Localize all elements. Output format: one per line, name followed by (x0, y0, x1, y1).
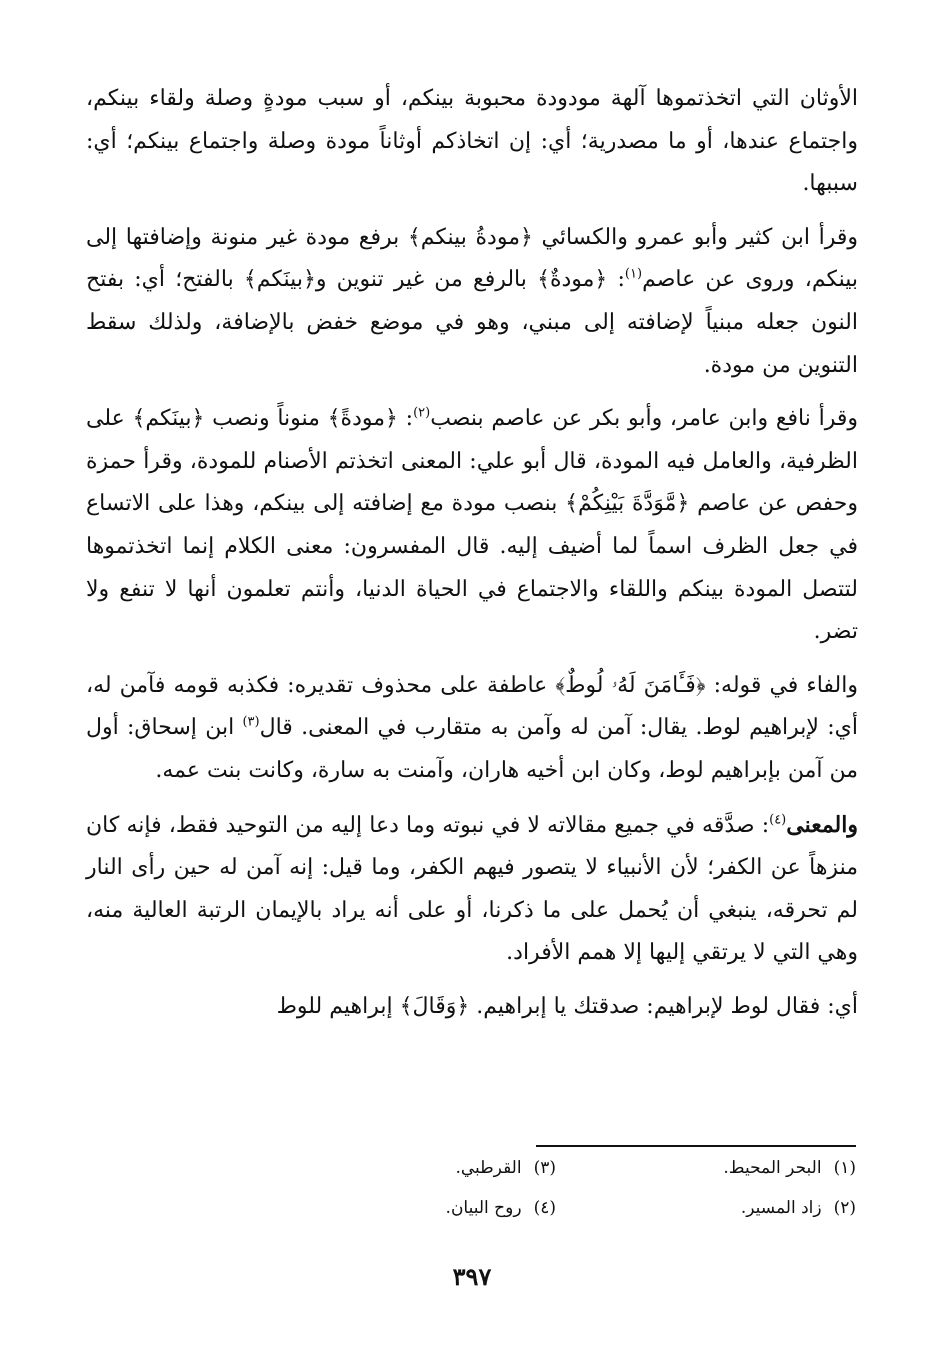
paragraph-4 (86, 665, 858, 793)
paragraph-3-text-a: وقرأ نافع وابن عامر، وأبو بكر عن عاصم بنصب (430, 406, 859, 432)
footnote-2-number: (٢) (833, 1198, 856, 1218)
footnotes (300, 1158, 856, 1238)
footnote-2 (741, 1198, 856, 1218)
footnote-3-text: القرطبي. (455, 1158, 522, 1178)
paragraph-3-text-b: : ﴿مودةً﴾ منوناً ونصب ﴿بينَكم﴾ على الظرفية، والعامل فيه المودة، قال أبو علي: المعنى اتخذتم الأصنام للمودة، وقرأ حمزة وحفص عن عاصم ﴿مَّوَدَّةَ بَيْنِكُمْ﴾ بنصب مودة مع إضافته إلى بينكم، وهذا على الاتساع في جعل الظرف اسماً لما أضيف إليه. قال المفسرون: معنى الكلام إنما اتخذتموها لتتصل المودة بينكم واللقاء والاجتماع في الحياة الدنيا، وأنتم تعلمون أنها لا تنفع ولا تضر. (86, 406, 858, 645)
footnote-ref-3: (٣) (242, 714, 260, 730)
footnote-1 (723, 1158, 856, 1178)
footnote-3-number: (٣) (533, 1158, 556, 1178)
paragraph-5 (86, 804, 858, 975)
paragraph-1 (86, 78, 858, 206)
paragraph-2 (86, 217, 858, 387)
paragraph-5-bold-lead: والمعنى (786, 811, 858, 838)
paragraph-5-text: : صدَّقه في جميع مقالاته لا في نبوته وما دعا إليه من التوحيد فقط، فإنه كان منزهاً عن الكفر؛ لأن الأنبياء لا يتصور فيهم الكفر، وما قيل: إنه آمن له حين رأى النار لم تحرقه، ينبغي أن يُحمل على ما ذكرنا، أو على أنه يراد بالإيمان الرتبة العالية منه، وهي التي لا يرتقي إليها إلا همم الأفراد. (86, 812, 858, 966)
paragraph-6 (86, 986, 858, 1029)
footnote-2-text: زاد المسير. (740, 1198, 822, 1218)
paragraph-3 (86, 398, 858, 654)
page-number: ٣٩٧ (452, 1262, 492, 1291)
paragraph-2-text-b: : ﴿مودةٌ﴾ بالرفع من غير تنوين و﴿بينَكم﴾ بالفتح؛ أي: بفتح النون جعله مبنياً لإضافته إلى مبني، وهو في موضع خفض بالإضافة، ولذلك سقط التنوين من مودة. (86, 267, 858, 378)
footnote-ref-1: (١) (624, 267, 643, 283)
footnote-1-text: البحر المحيط. (723, 1158, 822, 1178)
footnote-3 (455, 1158, 556, 1178)
paragraph-2-text-a: وقرأ ابن كثير وأبو عمرو والكسائي ﴿مودةُ بينكم﴾ برفع مودة غير منونة وإضافتها إلى بينكم، وروى عن عاصم (86, 224, 859, 293)
footnote-4-number: (٤) (533, 1198, 556, 1218)
footnote-4 (446, 1198, 556, 1218)
footnote-ref-4: (٤) (769, 812, 787, 828)
footnote-4-text: روح البيان. (445, 1198, 522, 1218)
main-text (86, 78, 858, 1039)
paragraph-1-text: الأوثان التي اتخذتموها آلهة مودودة محبوبة بينكم، أو سبب مودةٍ وصلة ولقاء بينكم، واجتماع عندها، أو ما مصدرية؛ أي: إن اتخاذكم أوثاناً مودة وصلة واجتماع بينكم؛ أي: سببها. (86, 86, 858, 197)
paragraph-6-text: أي: فقال لوط لإبراهيم: صدقتك يا إبراهيم. ﴿وَقَالَ﴾ إبراهيم للوط (276, 993, 858, 1019)
footnote-ref-2: (٢) (413, 405, 431, 421)
paragraph-4-text-b: ابن إسحاق: أول من آمن بإبراهيم لوط، وكان ابن أخيه هاران، وآمنت به سارة، وكانت بنت عمه. (86, 715, 858, 783)
footnote-divider (536, 1145, 856, 1147)
footnote-1-number: (١) (833, 1158, 856, 1178)
paragraph-4-text-a: والفاء في قوله: ﴿فَـَٔامَنَ لَهُۥ لُوطٌ﴾ عاطفة على محذوف تقديره: فكذبه قومه فآمن له، أي: لإبراهيم لوط. يقال: آمن له وآمن به متقارب في المعنى. قال (86, 672, 858, 741)
